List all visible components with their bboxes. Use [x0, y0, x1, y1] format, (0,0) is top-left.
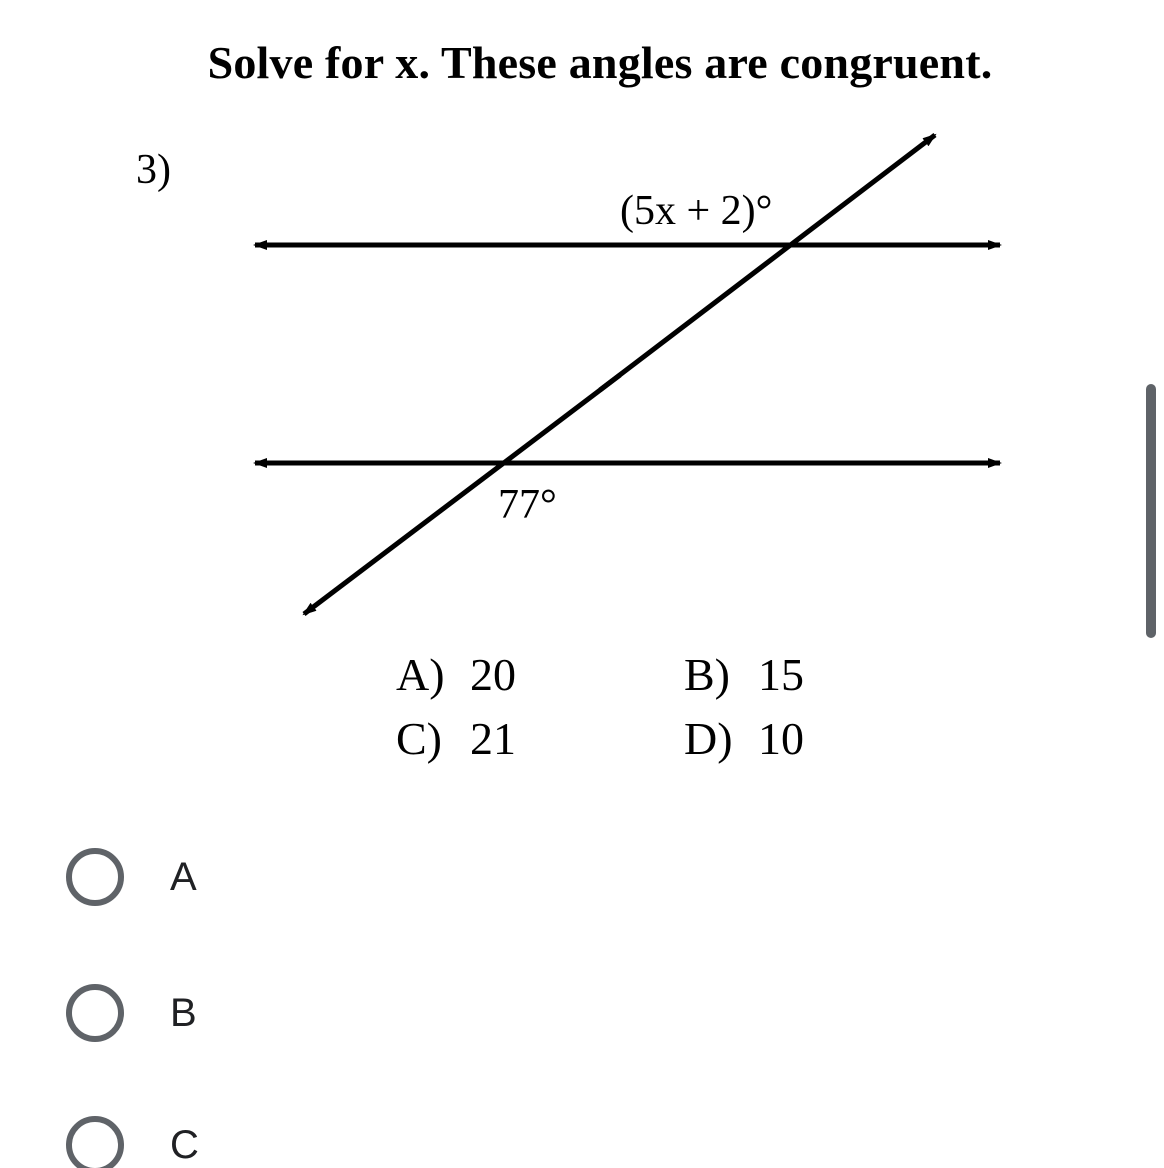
option-b[interactable] [66, 978, 197, 1048]
question-title: Solve for x. These angles are congruent. [207, 37, 993, 88]
bottom-angle-label: 77° [498, 482, 557, 528]
radio-circle-icon[interactable] [66, 984, 124, 1042]
radio-circle-icon[interactable] [66, 1116, 124, 1168]
answer-value: 10 [758, 713, 804, 764]
answer-value: 15 [758, 649, 804, 700]
answer-choice-c [396, 712, 516, 765]
scrollbar-thumb[interactable] [1146, 384, 1156, 638]
answer-choice-a [396, 648, 516, 701]
answer-letter: A) [396, 649, 445, 700]
option-label: C [170, 1122, 199, 1167]
answer-choice-b [684, 648, 804, 701]
option-a[interactable] [66, 842, 197, 912]
answer-choice-d [684, 712, 804, 765]
top-angle-label: (5x + 2)° [620, 188, 773, 234]
option-c[interactable] [66, 1110, 199, 1168]
answer-value: 21 [470, 713, 516, 764]
answer-letter: D) [684, 713, 733, 764]
question-number: 3) [136, 147, 171, 193]
radio-circle-icon[interactable] [66, 848, 124, 906]
answer-value: 20 [470, 649, 516, 700]
option-label: A [170, 854, 197, 899]
answer-letter: B) [684, 649, 730, 700]
option-label: B [170, 990, 197, 1035]
answer-letter: C) [396, 713, 442, 764]
